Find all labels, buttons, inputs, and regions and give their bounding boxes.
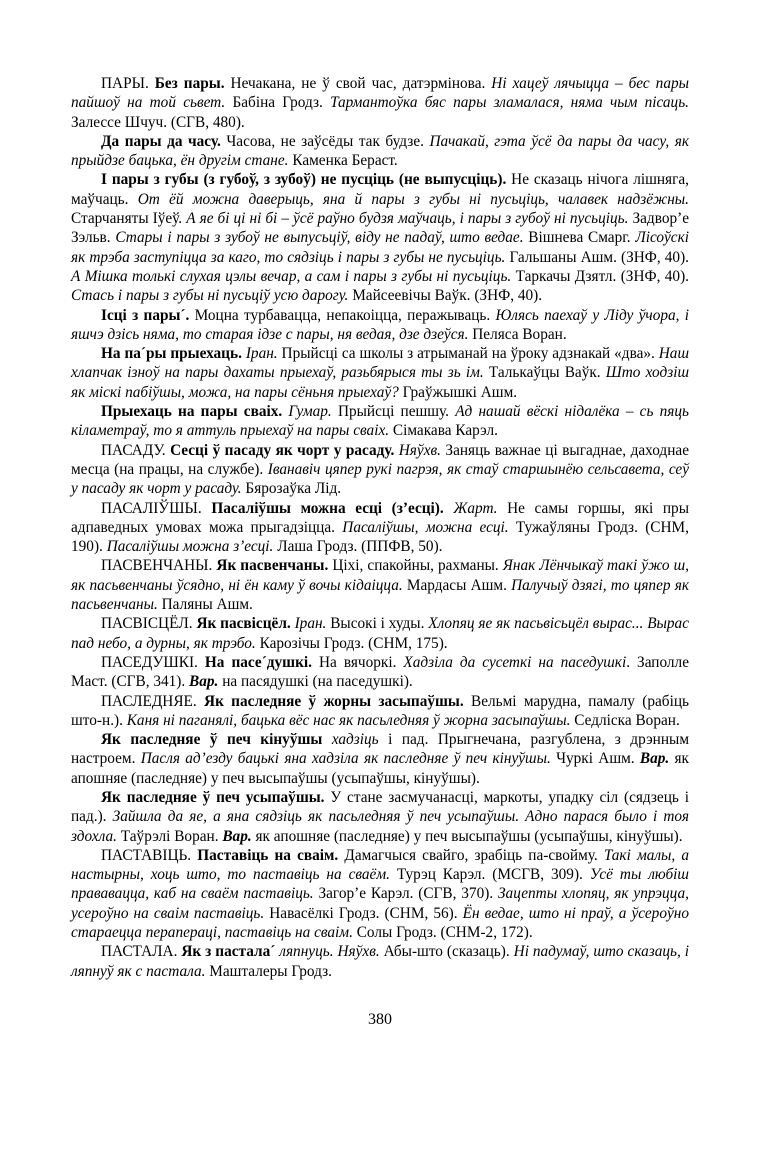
definition-text: Бярозаўка Лід.: [241, 480, 342, 498]
example-text: Стась і пары з губы ні пусьціў усю дарогу.: [71, 287, 349, 305]
example-text: Усё ты любіш прававаццa, каб на сваём паставіць.: [71, 866, 689, 903]
dictionary-paragraph: [71, 132, 689, 171]
definition-text: ПАСАДУ.: [101, 441, 171, 459]
example-text: Зацепты хлопяц, як упрэцца, усероўно на сваім паставіць.: [71, 885, 689, 922]
example-text: Янак Лёнчыкаў такі ўжо ш, як пасьвенчаны ўсядно, ні ён каму ў вочы кідаіцца.: [71, 557, 689, 594]
dictionary-paragraph: [71, 556, 689, 614]
example-text: Гумар.: [288, 403, 332, 421]
example-text: Зайшла да яе, а яна сядзіць як пасьледняя ў печ усыпаўшы. Адно парася было і тоя здохла.: [71, 808, 689, 845]
definition-text: [444, 500, 454, 517]
definition-text: Часова, не заўсёды так будзе.: [220, 132, 430, 150]
definition-text: ПАСАЛІЎШЫ.: [101, 499, 212, 517]
definition-text: Каменка Бераст.: [288, 152, 398, 170]
definition-text: Таркачы Дзятл. (ЗНФ, 40).: [511, 267, 689, 285]
example-text: Каня ні паганялі, бацька вёс нас як пасьледняя ў жорна засыпаўшы.: [126, 711, 571, 729]
headword-phrase: Як паследняе ў печ усыпаўшы.: [101, 788, 325, 806]
definition-text: Машталеры Гродз.: [205, 962, 332, 980]
dictionary-paragraph: [71, 730, 689, 788]
dictionary-paragraph: [71, 74, 689, 132]
definition-text: Талькаўцы Ваўк.: [483, 364, 606, 382]
headword-phrase: Пасаліўшы можна есці (з’есці).: [211, 499, 444, 517]
dictionary-paragraph: [71, 788, 689, 846]
definition-text: Старчаняты Іўеў.: [71, 210, 187, 228]
definition-text: Лаша Гродз. (ППФВ, 50).: [273, 538, 443, 556]
definition-text: Прыйсці са школы з атрыманай на ўроку адзнакай «два».: [277, 345, 659, 363]
definition-text: На вячоркі.: [311, 653, 404, 671]
definition-text: Моцна турбавацца, непакоіцца, перажываць.: [189, 306, 496, 324]
definition-text: Высокі і худы.: [326, 615, 429, 633]
definition-text: Паляны Ашм.: [157, 596, 253, 614]
definition-text: Не сказаць нічога лішняга, маўчаць.: [71, 171, 689, 208]
example-text: Жарт.: [453, 499, 498, 517]
example-text: Юлясь паехаў у Ліду ўчора, і яшчэ дзісь няма, то старая ідзе с пары, ня ведая, дзе дзеўся.: [71, 306, 689, 343]
example-text: Стары і пары з зубоў не выпусьціў, віду не падаў, што ведае.: [115, 229, 524, 247]
definition-text: ПАРЫ.: [101, 75, 155, 92]
headword-phrase: Як паследняе ў жорны засыпаўшы.: [204, 692, 464, 710]
definition-text: Карозічы Гродз. (СНМ, 175).: [255, 634, 448, 652]
definition-text: Сімакава Карэл.: [389, 422, 498, 440]
headword-phrase: Як з пастала´: [181, 943, 276, 961]
definition-text: Дамагчыся свайго, зрабіць па-свойму.: [338, 846, 604, 864]
example-text: Такі малы, а настырны, хоць што, то паставіць на сваём.: [71, 846, 690, 884]
definition-text: Абы-што (сказаць).: [379, 943, 514, 961]
definition-text: як апошняе (паследняе) у печ высыпаўшы (усыпаўшы, кінуўшы).: [71, 750, 689, 787]
definition-text: ПАСТАВІЦЬ.: [101, 846, 198, 864]
definition-text: Солы Гродз. (СНМ-2, 172).: [352, 924, 533, 942]
headword-phrase: На па´ры прыехаць.: [101, 345, 242, 363]
definition-text: Прыйсці пешшу.: [331, 403, 456, 421]
headword-phrase: Як пасвенчаны.: [216, 557, 329, 575]
dictionary-paragraph: [71, 653, 689, 692]
example-text: Пачакай, гэта ўсё да пары да часу, як прыйдзе бацька, ён другім стане.: [71, 132, 689, 170]
definition-text: . Заполле Маст. (СГВ, 341).: [71, 653, 689, 691]
definition-text: Ціхі, спакойны, рахманы.: [328, 557, 503, 575]
dictionary-paragraph: [71, 306, 689, 345]
example-text: Ён ведае, што ні праў, а ўсероўно стараецца перапераці, паставіць на сваім.: [71, 904, 689, 942]
definition-text: ПАСВІСЦЁЛ.: [101, 615, 197, 633]
dictionary-paragraph: [71, 441, 689, 499]
definition-text: ПАСЕДУШКІ.: [101, 653, 205, 671]
entries-column: [71, 74, 689, 981]
example-text: Хадзіла да сусеткі на паседушкі: [403, 653, 627, 671]
example-text: Тармантоўка бяс пары зламалася, няма чым пісаць.: [330, 94, 689, 112]
definition-text: Задвор’е Зэльв.: [71, 210, 690, 247]
example-text: А Мішка толькі слухая цэлы вечар, а сам і пары з губы ні пусьціць.: [71, 267, 512, 285]
definition-text: і пад. Прыгнечана, разгублена, з дрэнным настроем.: [71, 731, 689, 768]
definition-text: Тужаўляны Гродз. (СНМ, 190).: [71, 518, 689, 556]
definition-text: Бабіна Гродз.: [225, 94, 331, 112]
variant-marker: Вар.: [222, 827, 252, 845]
definition-text: ПАСТАЛА.: [101, 943, 182, 961]
dictionary-paragraph: [71, 692, 689, 731]
definition-text: Залессе Шчуч. (СГВ, 480).: [71, 113, 245, 131]
dictionary-paragraph: [71, 846, 689, 942]
dictionary-paragraph: [71, 499, 689, 557]
headword-phrase: І пары з губы (з губоў, з зубоў) не пусціць (не выпусціць).: [101, 171, 507, 189]
definition-text: Пеляса Воран.: [468, 325, 567, 343]
headword-phrase: Без пары.: [154, 75, 225, 92]
definition-text: Майсеевічы Ваўк. (ЗНФ, 40).: [348, 287, 543, 305]
definition-text: на пасядушкі (на паседушкі).: [218, 673, 413, 691]
example-text: Хлопяц яе як пасьвісьцёл вырас... Вырас пад небо, а дурны, як трэбо.: [71, 615, 689, 652]
definition-text: [322, 731, 331, 748]
example-text: Што ходзіш як міскі пабіўшы, можа, на пары сёньня прыехаў?: [71, 364, 690, 401]
dictionary-paragraph: [71, 344, 689, 402]
definition-text: як апошняе (паследняе) у печ высыпаўшы (усыпаўшы, кінуўшы).: [251, 827, 683, 845]
example-text: От ёй можна даверыць, яна й пары з губы ні пусьціць, чалавек надзёжны.: [137, 190, 689, 208]
example-text: ляпнуць. Няўхв.: [279, 943, 380, 961]
headword-phrase: Паставіць на сваім.: [197, 846, 339, 864]
dictionary-paragraph: [71, 614, 689, 653]
definition-text: Вельмі марудна, памалу (рабіць што-н.).: [71, 692, 689, 729]
definition-text: Мардасы Ашм.: [402, 576, 512, 594]
variant-marker: Вар.: [189, 673, 219, 691]
example-text: Лісоўскі як трэба заступіцца за каго, то сядзіць і пары з губы не пусьціць.: [71, 229, 689, 266]
definition-text: Нечакана, не ў свой час, датэрмінова.: [224, 75, 492, 92]
definition-text: Таўрэлі Воран.: [116, 827, 223, 845]
definition-text: Седліска Воран.: [570, 711, 680, 729]
definition-text: Вішнева Смарг.: [523, 229, 636, 247]
example-text: Наш хлапчак ізноў на пары дахаты прыехаў, разьбярыся ты зь ім.: [71, 345, 689, 382]
definition-text: ПАСЛЕДНЯЕ.: [101, 692, 205, 710]
example-text: Іран.: [294, 615, 327, 633]
example-text: Ад нашай вёскі нідалёка – сь пяць кіламетраў, то я аттуль прыехаў на пары сваіх.: [71, 403, 689, 440]
example-text: Іванавіч цяпер рукі пагрэя, як стаў старшынёю сельсавета, сеў у пасаду як чорт у расаду.: [71, 460, 689, 498]
variant-marker: Вар.: [639, 750, 670, 768]
example-text: Пасля ад’езду бацькі яна хадзіла як паследняе ў печ кінуўшы.: [140, 750, 551, 768]
page-number: 380: [368, 1011, 392, 1028]
headword-phrase: Прыехаць на пары сваіх.: [101, 403, 283, 421]
example-text: Іран.: [245, 345, 278, 363]
example-text: Пасаліўшы можна з’есці.: [106, 538, 274, 556]
example-text: Пасаліўшы, можна есці.: [342, 518, 509, 536]
definition-text: Загор’е Карэл. (СГВ, 370).: [313, 885, 498, 903]
example-text: Ні хацеў лячыцца – бес пары пайшоў на той сьвет.: [71, 75, 689, 112]
definition-text: Чуркі Ашм.: [550, 750, 640, 768]
dictionary-paragraph: [71, 170, 689, 305]
example-text: Ні падумаў, што сказаць, і ляпнуў як с пастала.: [71, 943, 689, 980]
headword-phrase: Сесці ў пасаду як чорт у расаду.: [170, 441, 395, 459]
definition-text: Не самы горшы, які пры адпаведных умовах можа прыгадзіцца.: [71, 499, 689, 536]
definition-text: У стане засмучанасці, маркоты, упадку сіл (сядзець і пад.).: [71, 788, 689, 826]
definition-text: Турэц Карэл. (МСГВ, 309).: [389, 866, 590, 884]
headword-phrase: Як пасвісцёл.: [196, 615, 291, 633]
definition-text: Заняць важнае ці выгаднае, даходнае месца (на працы, на службе).: [71, 441, 689, 478]
example-text: Палучыў дзягі, то цяпер як пасьвенчаны.: [71, 576, 689, 614]
definition-text: Навасёлкі Гродз. (СНМ, 56).: [264, 904, 463, 922]
dictionary-paragraph: [71, 942, 689, 981]
example-text: А яе бі ці ні бі – ўсё раўно будзя маўчаць, і пары з губоў ні пусьціць.: [186, 210, 629, 228]
definition-text: ПАСВЕНЧАНЫ.: [101, 557, 217, 575]
headword-phrase: Як паследняе ў печ кінуўшы: [101, 731, 323, 749]
example-text: Няўхв.: [398, 441, 441, 459]
definition-text: Гальшаны Ашм. (ЗНФ, 40).: [505, 248, 689, 266]
definition-text: Граўжышкі Ашм.: [398, 383, 518, 401]
headword-phrase: На пасе´душкі.: [204, 653, 312, 671]
example-text: хадзіць: [331, 731, 379, 749]
headword-phrase: Да пары да часу.: [101, 132, 221, 150]
dictionary-paragraph: [71, 402, 689, 441]
headword-phrase: Ісці з пары´.: [101, 306, 190, 324]
